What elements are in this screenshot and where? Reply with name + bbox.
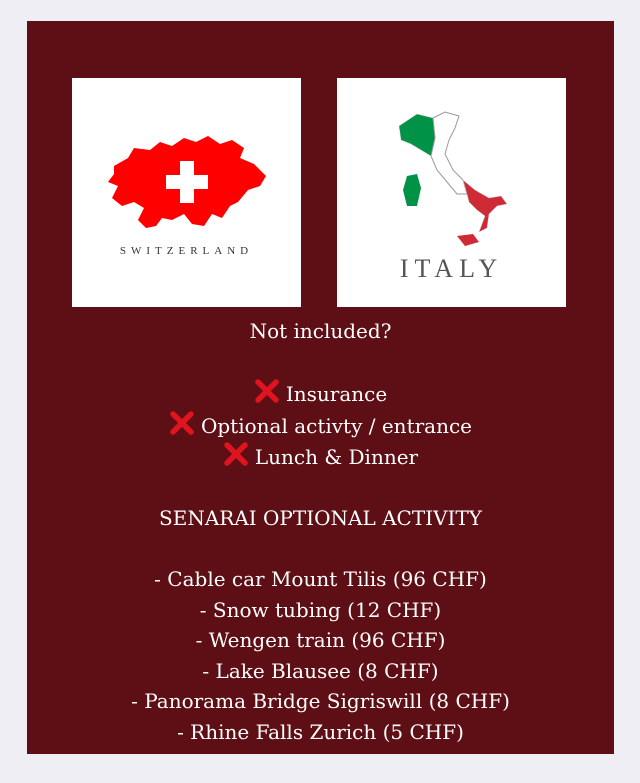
cross-mark-icon [169,410,195,436]
not-included-heading: Not included? [249,319,392,343]
activity-item: - Snow tubing (12 CHF) [199,597,442,622]
activities-list [27,564,614,747]
exclusion-item [27,378,614,410]
exclusions-list [27,378,614,473]
switzerland-flag-map-icon [72,78,301,307]
activity-item: - Rhine Falls Zurich (5 CHF) [177,719,464,744]
italy-map-image [337,78,566,307]
exclusion-label: Optional activty / entrance [200,413,473,438]
activity-item: - Cable car Mount Tilis (96 CHF) [154,567,487,591]
cross-mark-icon [223,441,249,467]
optional-activity-title: SENARAI OPTIONAL ACTIVITY [159,506,482,530]
switzerland-label: SWITZERLAND [119,245,254,257]
switzerland-map-image [72,78,301,307]
cross-mark-icon [254,378,280,404]
info-card [27,21,614,754]
exclusion-item [27,410,614,442]
italy-label: ITALY [399,254,504,283]
activity-item: - Lake Blausee (8 CHF) [202,658,439,683]
exclusion-item [27,441,614,473]
activity-item: - Wengen train (96 CHF) [195,628,446,652]
exclusion-label: Insurance [285,382,388,406]
activity-item: - Panorama Bridge Sigriswill (8 CHF) [131,689,510,713]
exclusion-label: Lunch & Dinner [254,445,419,469]
